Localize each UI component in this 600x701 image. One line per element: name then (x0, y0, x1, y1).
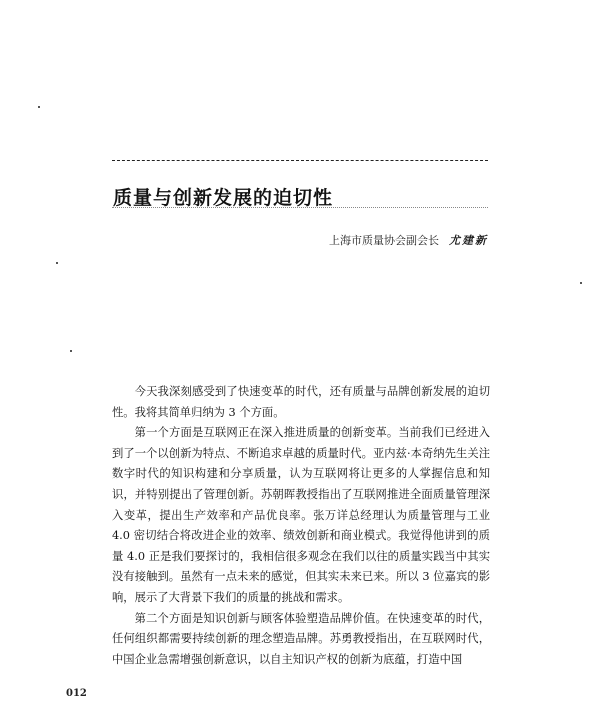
page-number: 012 (66, 688, 87, 699)
author-byline (329, 232, 488, 248)
author-name: 尤建新 (449, 234, 488, 247)
scan-speck (38, 106, 40, 108)
scan-speck (56, 262, 58, 264)
author-role: 上海市质量协会副会长 (329, 234, 439, 247)
article-title: 质量与创新发展的迫切性 (113, 186, 334, 209)
scan-speck (580, 282, 582, 284)
body-paragraph: 第一个方面是互联网正在深入推进质量的创新变革。当前我们已经进入到了一个以创新为特点、不断追求卓越的质量时代。亚内兹·本奇纳先生关注数字时代的知识构建和分享质量，认为互联网将让更多的人掌握信息和知识，并特别提出了管理创新。苏朝晖教授指出了互联网推进全面质量管理深入变革，提出生产效率和产品优良率。张万详总经理认为质量管理与工业 4.0 密切结合将改进企业的效率、绩效创新和商业模式。我觉得他讲到的质量 4.0 正是我们要探讨的，我相信很多观念在我们以往的质量实践当中其实没有接触到。虽然有一点未来的感觉，但其实未来已来。所以 3 位嘉宾的影响，展示了大背景下我们的质量的挑战和需求。 (112, 426, 490, 604)
title-top-rule (112, 160, 488, 161)
title-bottom-rule (112, 207, 488, 208)
scan-speck (70, 350, 72, 352)
body-paragraph: 今天我深刻感受到了快速变革的时代，还有质量与品牌创新发展的迫切性。我将其简单归纳为 3 个方面。 (112, 385, 490, 419)
article-body (112, 382, 490, 670)
body-paragraph: 第二个方面是知识创新与顾客体验塑造品牌价值。在快速变革的时代，任何组织都需要持续创新的理念塑造品牌。苏勇教授指出，在互联网时代，中国企业急需增强创新意识，以自主知识产权的创新为底蕴，打造中国 (112, 611, 490, 666)
